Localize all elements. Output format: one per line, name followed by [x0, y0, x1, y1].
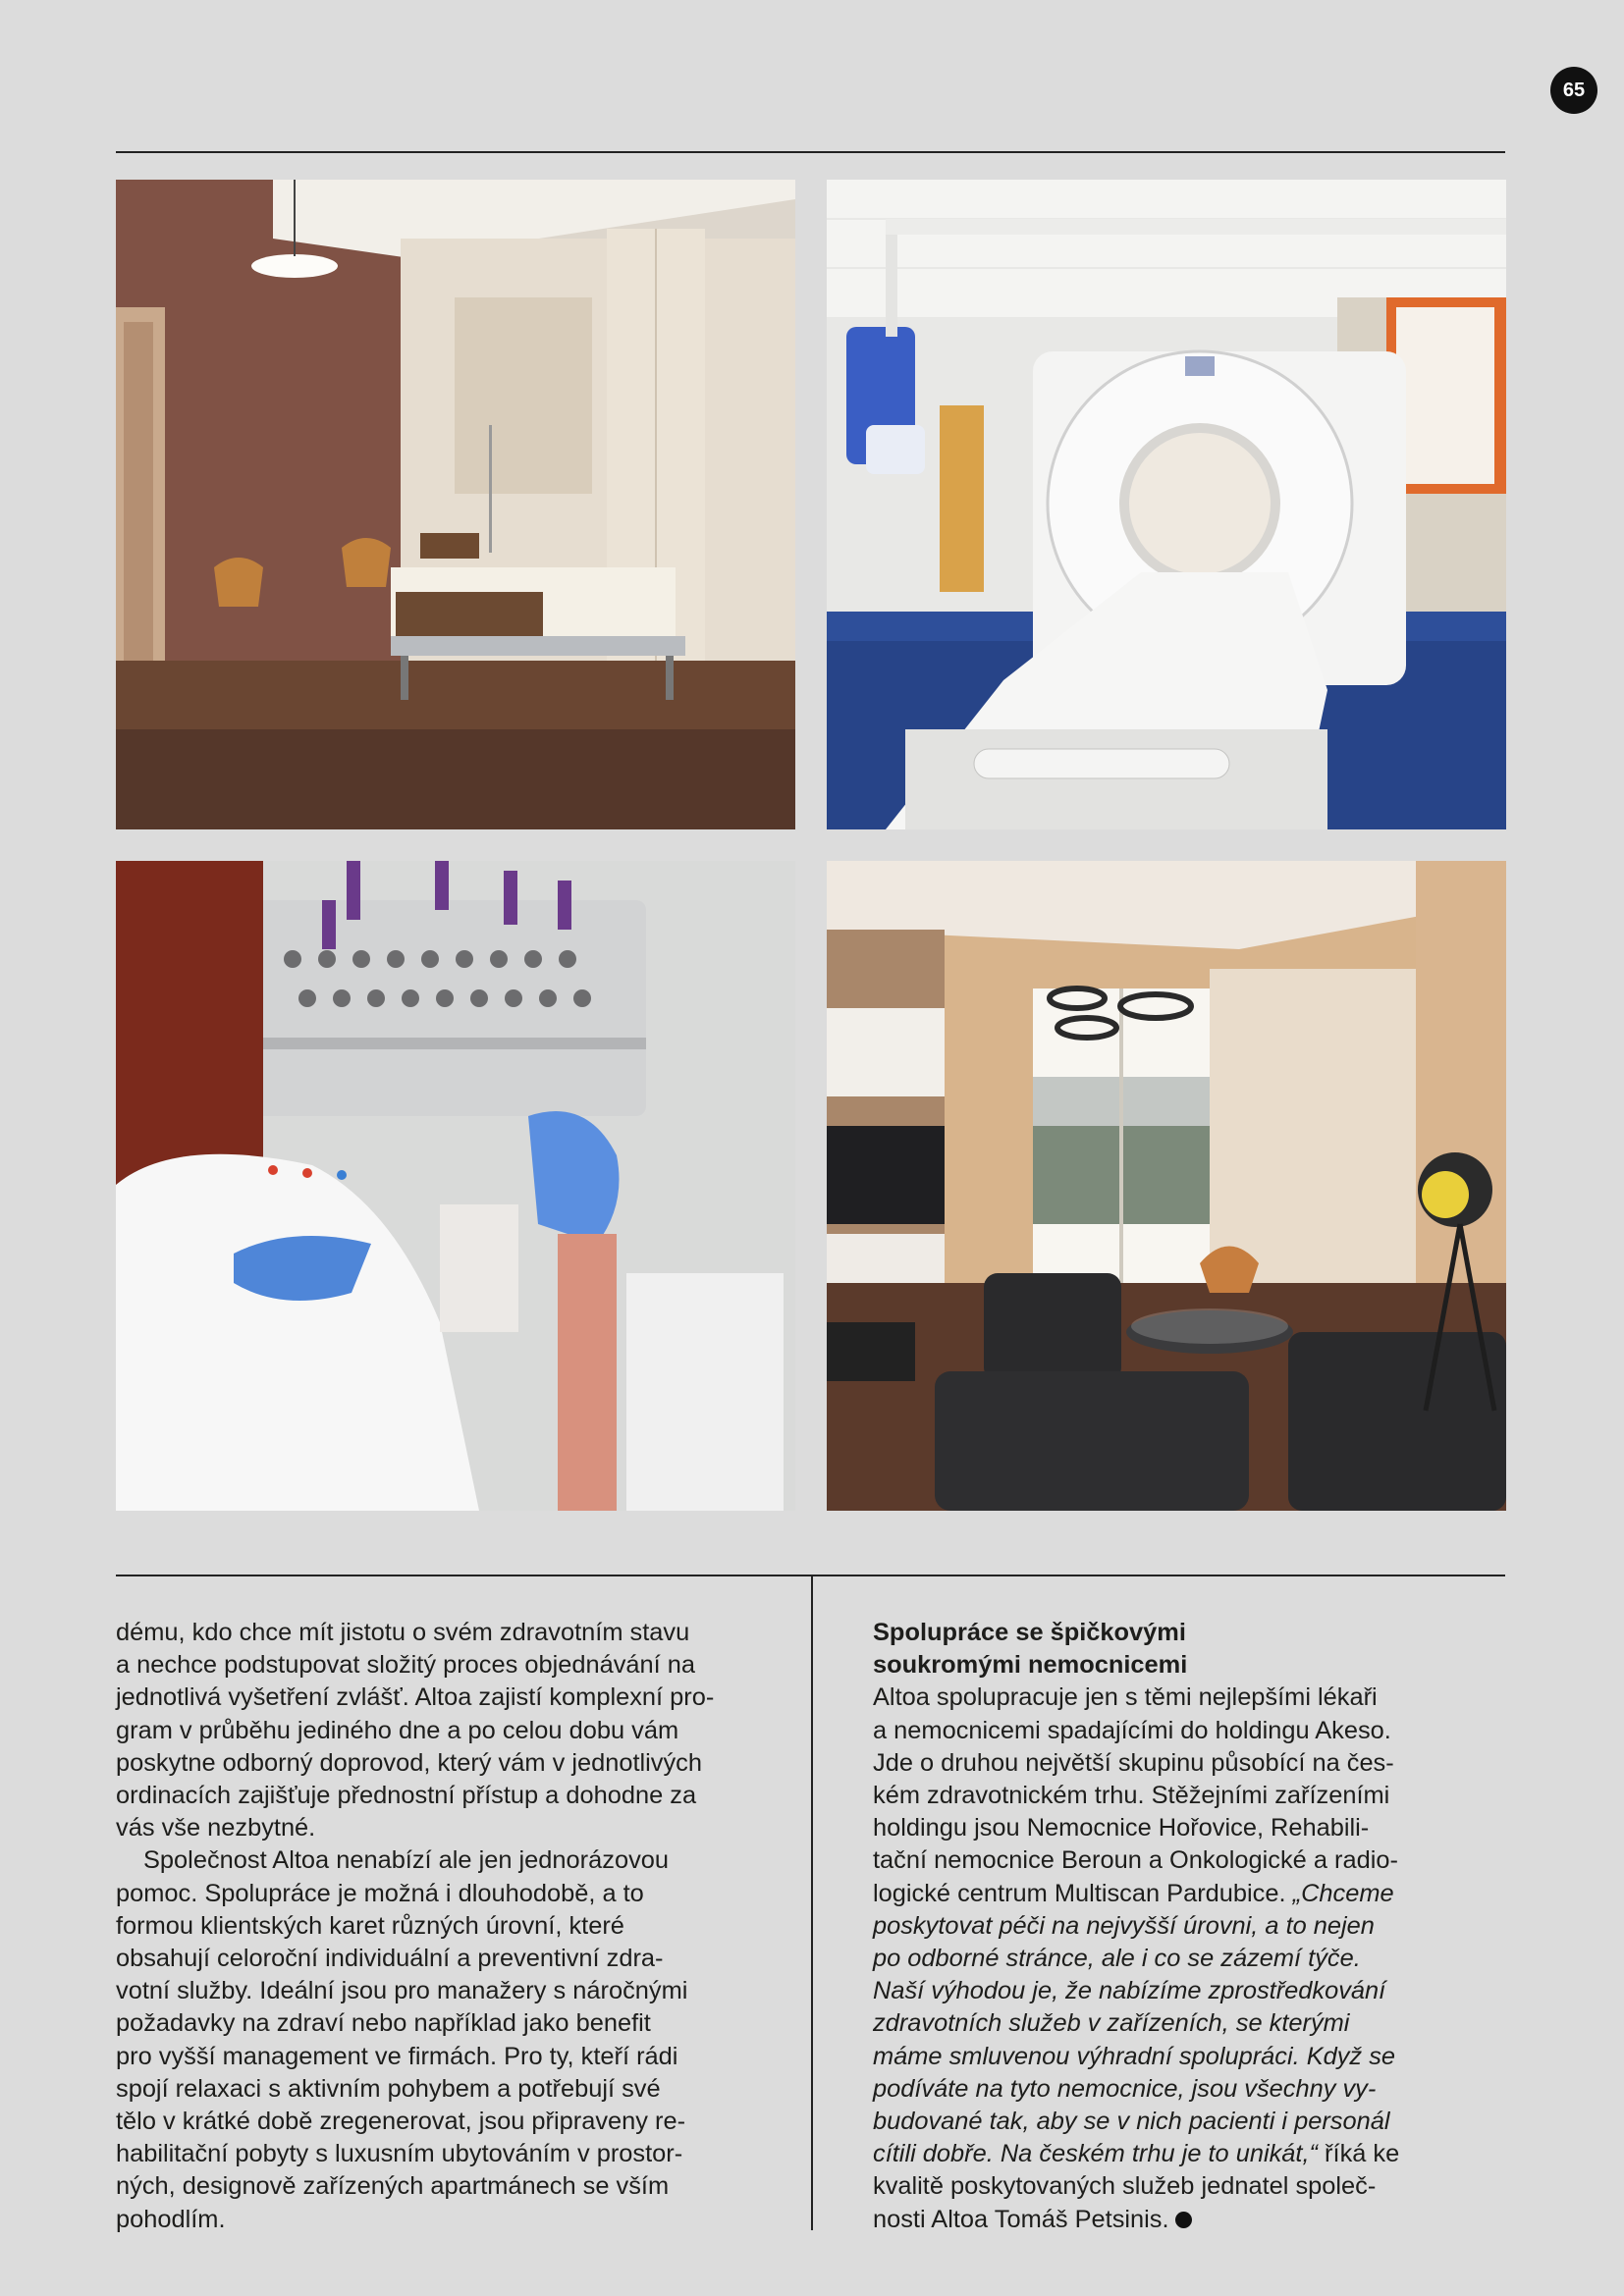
- attribution-start: říká ke: [1318, 2140, 1400, 2168]
- photo-laboratory: [116, 861, 795, 1511]
- page-number-badge: [1550, 67, 1597, 114]
- text-line: dému, kdo chce mít jistotu o svém zdravotním stavu: [116, 1619, 690, 1646]
- photo-patient-room: [116, 180, 795, 829]
- text-line: votní služby. Ideální jsou pro manažery s náročnými: [116, 1977, 688, 2005]
- text-line: a nemocnicemi spadajícími do holdingu Akeso.: [873, 1716, 1391, 1744]
- column-divider: [811, 1575, 813, 2230]
- text-line: požadavky na zdraví nebo například jako benefit: [116, 2009, 651, 2038]
- quote-line: zdravotních služeb v zařízeních, se kterými: [873, 2009, 1350, 2038]
- text-line: pohodlím.: [116, 2205, 226, 2233]
- quote-line: po odborné stránce, ale i co se zázemí týče.: [873, 1945, 1361, 1973]
- text-line: formou klientských karet různých úrovní, které: [116, 1911, 624, 1940]
- quote-line: podíváte na tyto nemocnice, jsou všechny vy-: [873, 2074, 1377, 2103]
- text-line: tělo v krátké době zregenerovat, jsou připraveny re-: [116, 2108, 686, 2136]
- paragraph-2: [116, 1844, 756, 2235]
- quote-line: poskytovat péči na nejvyšší úrovni, a to nejen: [873, 1911, 1375, 1940]
- text-line: Společnost Altoa nenabízí ale jen jednorázovou: [143, 1846, 670, 1875]
- text-line: tační nemocnice Beroun a Onkologické a radio-: [873, 1846, 1398, 1875]
- text-line: ordinacích zajišťuje přednostní přístup a dohodne za: [116, 1782, 697, 1810]
- page-number: 65: [1562, 79, 1586, 101]
- text-line: Altoa spolupracuje jen s těmi nejlepšími lékaři: [873, 1683, 1378, 1712]
- text-line: logické centrum Multiscan Pardubice.: [873, 1879, 1293, 1907]
- quote-start: „Chceme: [1292, 1879, 1394, 1907]
- text-line: ných, designově zařízených apartmánech se vším: [116, 2172, 670, 2201]
- quote-line: máme smluvenou výhradní spolupráci. Když se: [873, 2042, 1396, 2070]
- quote-line: cítili dobře. Na českém trhu je to unikát,“: [873, 2140, 1318, 2168]
- subheading-line: soukromými nemocnicemi: [873, 1651, 1188, 1680]
- text-line: gram v průběhu jediného dne a po celou dobu vám: [116, 1716, 679, 1744]
- text-line: spojí relaxaci s aktivním pohybem a potřebují své: [116, 2074, 661, 2103]
- text-line: nosti Altoa Tomáš Petsinis.: [873, 2205, 1169, 2233]
- text-line: kém zdravotnickém trhu. Stěžejními zařízeními: [873, 1782, 1390, 1810]
- text-line: kvalitě poskytovaných služeb jednatel společ-: [873, 2172, 1377, 2201]
- text-line: obsahují celoroční individuální a preventivní zdra-: [116, 1945, 664, 1973]
- text-line: jednotlivá vyšetření zvlášť. Altoa zajistí komplexní pro-: [116, 1683, 715, 1712]
- quote-line: budované tak, aby se v nich pacienti i personál: [873, 2108, 1390, 2136]
- end-of-article-mark: [1175, 2212, 1192, 2228]
- body-paragraph: [873, 1682, 1501, 2235]
- text-line: poskytne odborný doprovod, který vám v jednotlivých: [116, 1748, 702, 1777]
- text-line: holdingu jsou Nemocnice Hořovice, Rehabili-: [873, 1814, 1370, 1842]
- text-line: a nechce podstupovat složitý proces objednávání na: [116, 1651, 696, 1680]
- top-rule: [116, 151, 1505, 153]
- text-line: vás vše nezbytné.: [116, 1814, 316, 1842]
- photo-ct-scanner: [827, 180, 1506, 829]
- text-line: habilitační pobyty s luxusním ubytováním v prostor-: [116, 2140, 683, 2168]
- text-line: Jde o druhou největší skupinu působící na čes-: [873, 1748, 1394, 1777]
- photo-lounge: [827, 861, 1506, 1511]
- subheading: [873, 1617, 1501, 1682]
- quote-line: Naší výhodou je, že nabízíme zprostředkování: [873, 1977, 1386, 2005]
- paragraph-1: [116, 1617, 756, 1844]
- text-line: pro vyšší management ve firmách. Pro ty, kteří rádi: [116, 2042, 678, 2070]
- left-column: [116, 1617, 756, 2236]
- text-line: pomoc. Spolupráce je možná i dlouhodobě, a to: [116, 1879, 644, 1907]
- right-column: [873, 1617, 1501, 2236]
- subheading-line: Spolupráce se špičkovými: [873, 1619, 1186, 1646]
